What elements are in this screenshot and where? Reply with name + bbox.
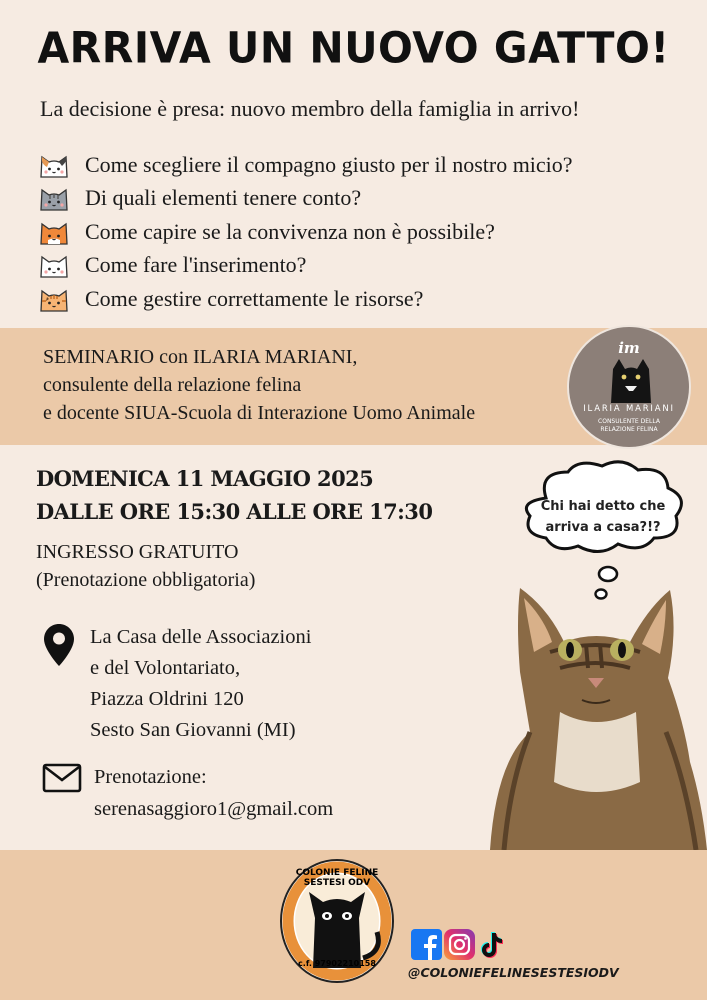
social-handle[interactable]: @COLONIEFELINESESTESIODV	[408, 965, 619, 980]
calico-cat-face-icon	[38, 151, 70, 179]
booking-email[interactable]: serenasaggioro1@gmail.com	[94, 798, 334, 820]
logo-name: ILARIA MARIANI	[583, 404, 675, 414]
tiktok-icon[interactable]	[477, 929, 508, 960]
entry-label: INGRESSO GRATUITO	[36, 541, 239, 563]
facebook-icon[interactable]	[411, 929, 442, 960]
booking-info	[94, 761, 333, 825]
entry-note: (Prenotazione obbligatoria)	[36, 569, 256, 591]
list-item	[38, 249, 698, 283]
thought-bubble-text	[528, 496, 678, 538]
org-suffix: ODV	[348, 878, 371, 888]
list-item	[38, 148, 698, 182]
page-subtitle: La decisione è presa: nuovo membro della famiglia in arrivo!	[40, 96, 580, 121]
question-text: Come gestire correttamente le risorse?	[85, 285, 424, 311]
instagram-icon[interactable]	[444, 929, 475, 960]
mail-icon	[42, 763, 82, 793]
entry-info	[36, 538, 255, 594]
speaker-logo	[567, 325, 691, 449]
venue-address	[90, 622, 311, 746]
bubble-line: Chi hai detto che	[540, 499, 666, 514]
event-time: DALLE ORE 15:30 ALLE ORE 17:30	[36, 499, 433, 524]
event-date: DOMENICA 11 MAGGIO 2025	[36, 466, 374, 491]
orange-cat-face-icon	[38, 218, 70, 246]
colonie-name	[291, 868, 383, 888]
address-line: Piazza Oldrini 120	[90, 688, 244, 710]
bubble-line: arriva a casa?!?	[545, 520, 661, 535]
question-text: Come capire se la convivenza non è possibile?	[85, 218, 495, 244]
seminar-line: consulente della relazione felina	[43, 374, 302, 396]
address-line: Sesto San Giovanni (MI)	[90, 719, 296, 741]
list-item	[38, 215, 698, 249]
seminar-line: e docente SIUA-Scuola di Interazione Uomo Animale	[43, 402, 476, 424]
question-text: Di quali elementi tenere conto?	[85, 185, 362, 211]
address-line: e del Volontariato,	[90, 657, 241, 679]
grey-cat-face-icon	[38, 184, 70, 212]
list-item	[38, 182, 698, 216]
list-item	[38, 282, 698, 316]
seminar-info	[43, 343, 475, 427]
tabby-cat-photo	[490, 582, 707, 850]
tax-code: c.f. 97902210158	[298, 959, 376, 968]
location-pin-icon	[44, 624, 74, 666]
booking-label: Prenotazione:	[94, 766, 207, 788]
tabby-cat-face-icon	[38, 285, 70, 313]
question-text: Come scegliere il compagno giusto per il nostro micio?	[85, 151, 573, 177]
org-name: COLONIE FELINE SESTESI	[295, 868, 379, 888]
white-cat-face-icon	[38, 251, 70, 279]
logo-monogram: im	[618, 339, 640, 357]
logo-role-line: RELAZIONE FELINA	[600, 426, 658, 433]
social-links	[411, 929, 508, 960]
black-cat-icon	[603, 355, 659, 403]
event-datetime	[36, 462, 432, 528]
question-text: Come fare l'inserimento?	[85, 252, 307, 278]
seminar-line: SEMINARIO con ILARIA MARIANI,	[43, 346, 358, 368]
logo-role-line: CONSULENTE DELLA	[598, 418, 660, 425]
questions-list	[38, 148, 698, 316]
page-title: ARRIVA UN NUOVO GATTO!	[37, 22, 670, 74]
logo-role	[569, 418, 689, 434]
address-line: La Casa delle Associazioni	[90, 626, 312, 648]
